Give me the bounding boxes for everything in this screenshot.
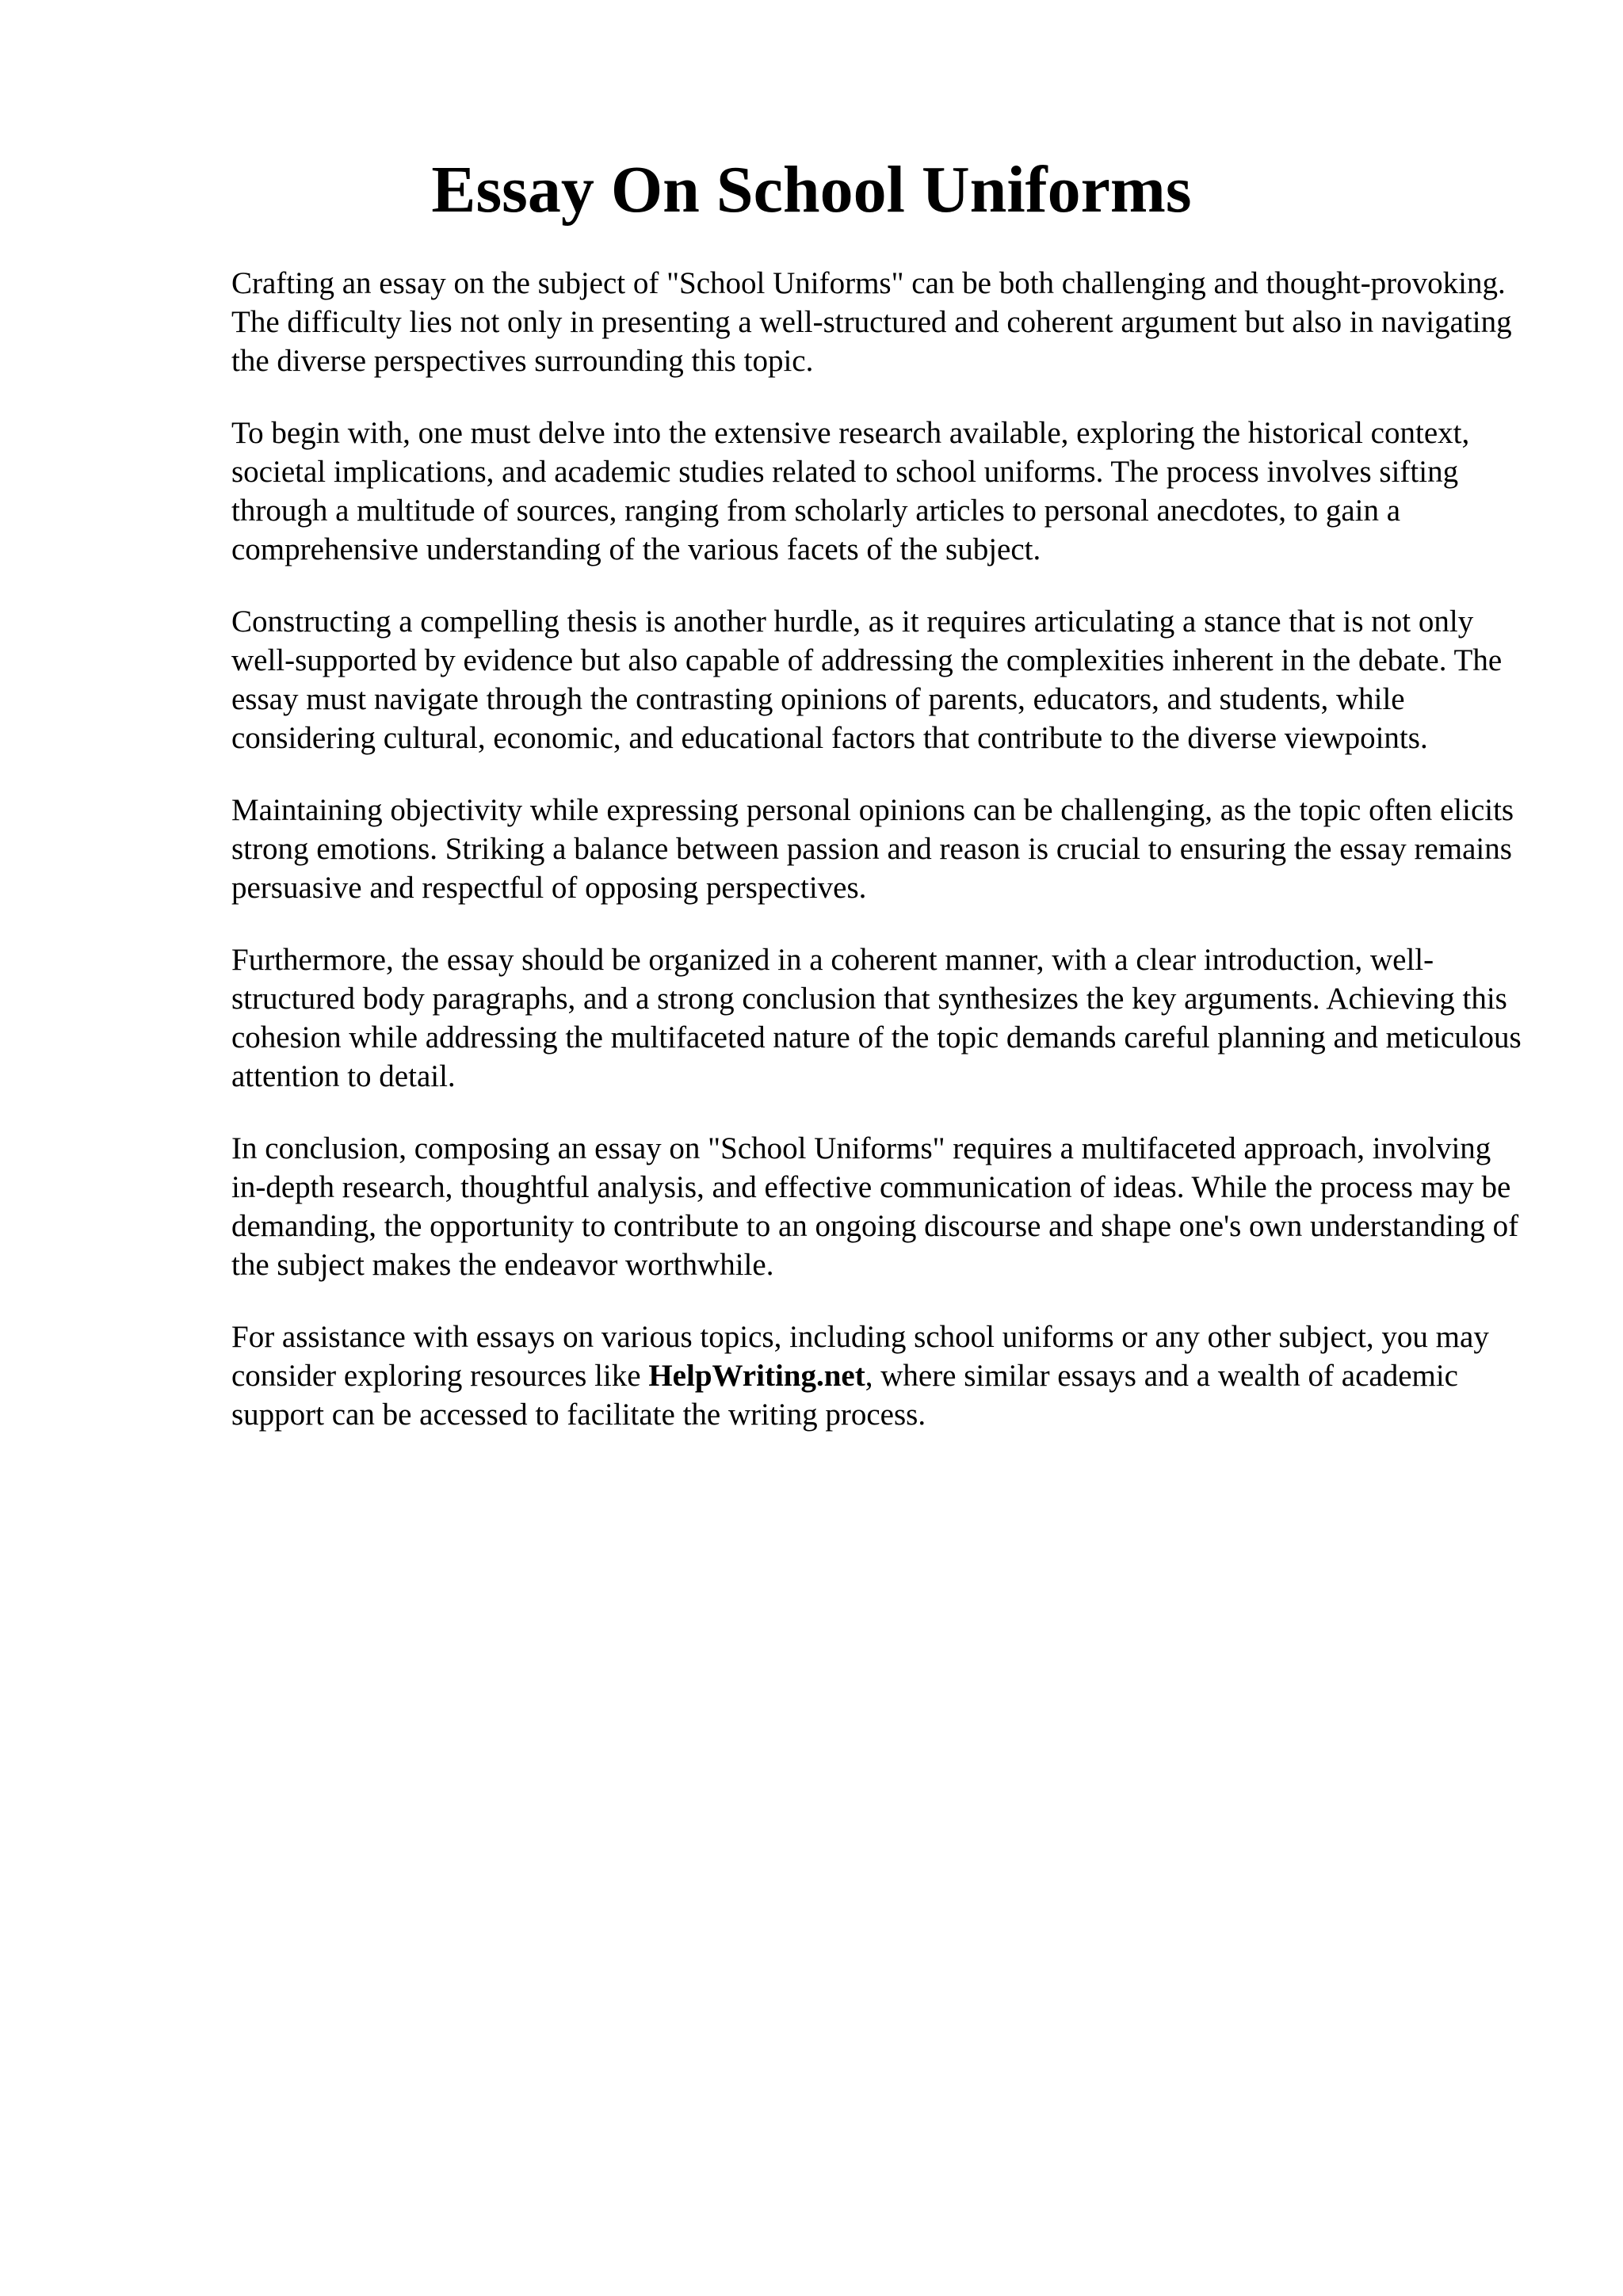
page-title: Essay On School Uniforms	[431, 153, 1192, 227]
assistance-text-before: For assistance with essays on various topics, including school uniforms or any other subject, you may consider exploring resources like	[231, 1320, 1489, 1393]
paragraph-organization: Furthermore, the essay should be organized in a coherent manner, with a clear introduction, well-structured body paragraphs, and a strong conclusion that synthesizes the key arguments. Achieving this cohesion while addressing the multifaceted nature of the topic demands careful planning and meticulous attention to detail.	[231, 943, 1522, 1093]
paragraph-research: To begin with, one must delve into the extensive research available, exploring the historical context, societal implications, and academic studies related to school uniforms. The process involves sifting through a multitude of sources, ranging from scholarly articles to personal anecdotes, to gain a comprehensive understanding of the various facets of the subject.	[231, 416, 1470, 566]
paragraph-intro: Crafting an essay on the subject of "School Uniforms" can be both challenging and thought-provoking. The difficulty lies not only in presenting a well-structured and coherent argument but also in navigating the diverse perspectives surrounding this topic.	[231, 266, 1512, 378]
assistance-text-after: , where similar essays and a wealth of academic support can be accessed to facilitate the writing process.	[231, 1359, 1458, 1432]
paragraph-conclusion: In conclusion, composing an essay on "School Uniforms" requires a multifaceted approach, involving in-depth research, thoughtful analysis, and effective communication of ideas. While the process may be demanding, the opportunity to contribute to an ongoing discourse and shape one's own understanding of the subject makes the endeavor worthwhile.	[231, 1131, 1519, 1282]
paragraph-assistance	[231, 1318, 1531, 1434]
paragraph-objectivity: Maintaining objectivity while expressing personal opinions can be challenging, as the topic often elicits strong emotions. Striking a balance between passion and reason is crucial to ensuring the essay remains persuasive and respectful of opposing perspectives.	[231, 793, 1514, 905]
brand-name: HelpWriting.net	[648, 1359, 865, 1393]
paragraph-thesis: Constructing a compelling thesis is another hurdle, as it requires articulating a stance that is not only well-supported by evidence but also capable of addressing the complexities inherent in the debate. The essay must navigate through the contrasting opinions of parents, educators, and students, while considering cultural, economic, and educational factors that contribute to the diverse viewpoints.	[231, 605, 1503, 755]
essay-body	[231, 264, 1531, 1467]
